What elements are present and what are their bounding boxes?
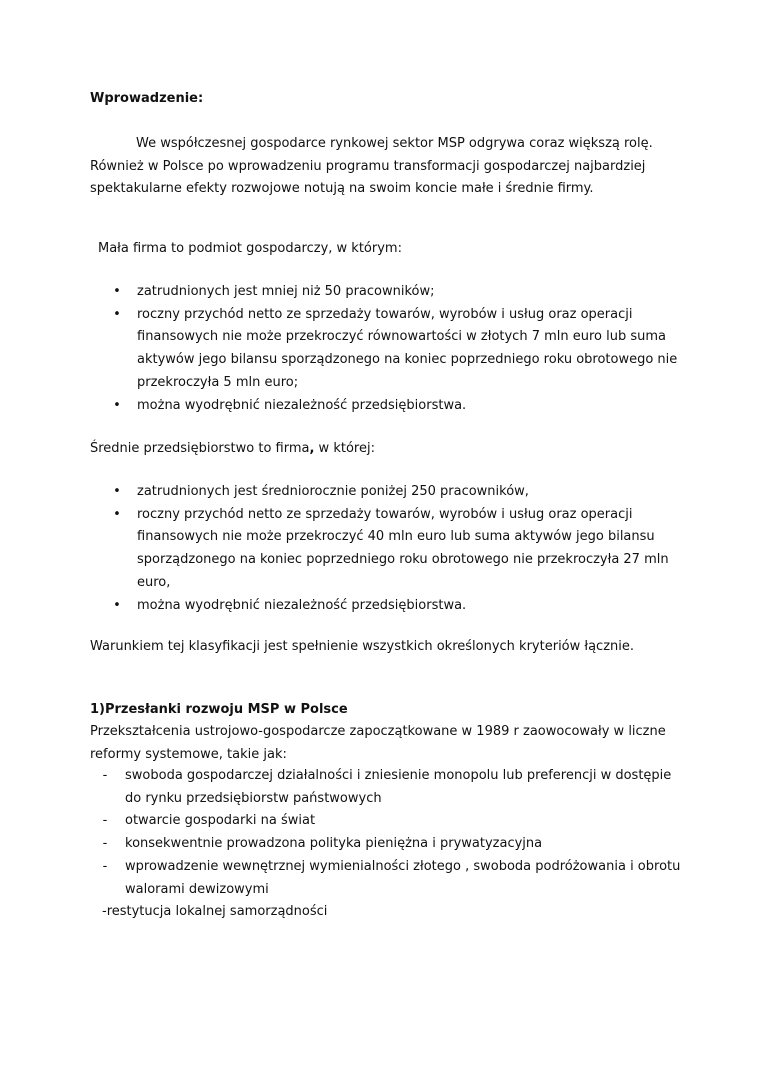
list-item [90, 481, 690, 504]
list-item-text: zatrudnionych jest mniej niż 50 pracowników; [137, 284, 435, 299]
list-item [90, 833, 690, 856]
list-item [90, 856, 690, 901]
section1-heading: 1)Przesłanki rozwoju MSP w Polsce [90, 702, 348, 717]
bullet-icon: • [113, 506, 121, 522]
medium-firm-lead-end: w której: [314, 441, 375, 456]
list-item [90, 395, 690, 418]
list-item [90, 765, 690, 810]
medium-firm-lead-comma: , [309, 441, 315, 456]
list-item [90, 595, 690, 618]
medium-firm-lead [90, 438, 690, 461]
list-item-text: otwarcie gospodarki na świat [125, 813, 316, 829]
medium-firm-lead-start: Średnie przedsiębiorstwo to firma [90, 441, 310, 456]
section1-last-line: -restytucja lokalnej samorządności [102, 904, 328, 919]
medium-firm-criteria-list [90, 481, 690, 617]
section1-paragraph: Przekształcenia ustrojowo-gospodarcze zapoczątkowane w 1989 r zaowocowały w liczne reformy systemowe, takie jak: [90, 724, 666, 762]
intro-heading: Wprowadzenie: [90, 91, 204, 106]
bullet-icon: • [113, 597, 121, 613]
list-item-text: wprowadzenie wewnętrznej wymienialności złotego , swoboda podróżowania i obrotu walorami dewizowymi [125, 858, 681, 897]
list-item [90, 504, 690, 595]
bullet-icon: • [113, 284, 121, 299]
list-item-text: roczny przychód netto ze sprzedaży towarów, wyrobów i usług oraz operacji finansowych nie może przekroczyć równowartości w złotych 7 mln euro lub suma aktywów jego bilansu sporządzonego na koniec poprzedniego roku obrotowego nie przekroczyła 5 mln euro; [137, 306, 678, 390]
list-item-text: można wyodrębnić niezależność przedsiębiorstwa. [137, 397, 467, 413]
bullet-icon: • [113, 306, 121, 322]
small-firm-criteria-list [90, 281, 690, 417]
list-item-text: można wyodrębnić niezależność przedsiębiorstwa. [137, 597, 467, 613]
list-item [90, 281, 690, 304]
bullet-icon: • [113, 484, 121, 499]
list-item-text: swoboda gospodarczej działalności i zniesienie monopolu lub preferencji w dostępie do rynku przedsiębiorstw państwowych [125, 768, 672, 806]
list-item [90, 304, 690, 395]
dash-icon: - [102, 813, 108, 829]
list-item [90, 810, 690, 833]
classification-note: Warunkiem tej klasyfikacji jest spełnienie wszystkich określonych kryteriów łącznie. [90, 639, 635, 654]
small-firm-lead: Mała firma to podmiot gospodarczy, w którym: [98, 241, 402, 256]
list-item-text: konsekwentnie prowadzona polityka pieniężna i prywatyzacyjna [125, 836, 543, 852]
dash-icon: - [102, 858, 108, 874]
dash-icon: - [102, 836, 108, 852]
bullet-icon: • [113, 397, 121, 413]
section1-reforms-list [90, 765, 690, 901]
intro-paragraph: We współczesnej gospodarce rynkowej sektor MSP odgrywa coraz większą rolę. Również w Polsce po wprowadzeniu programu transformacji gospodarczej najbardziej spektakularne efekty rozwojowe notują na swoim koncie małe i średnie firmy. [90, 136, 653, 197]
list-item-text: zatrudnionych jest średniorocznie poniżej 250 pracowników, [137, 484, 529, 499]
list-item-text: roczny przychód netto ze sprzedaży towarów, wyrobów i usług oraz operacji finansowych nie może przekroczyć 40 mln euro lub suma aktywów jego bilansu sporządzonego na koniec poprzedniego roku obrotowego nie przekroczyła 27 mln euro, [137, 506, 669, 590]
dash-icon: - [102, 768, 108, 783]
